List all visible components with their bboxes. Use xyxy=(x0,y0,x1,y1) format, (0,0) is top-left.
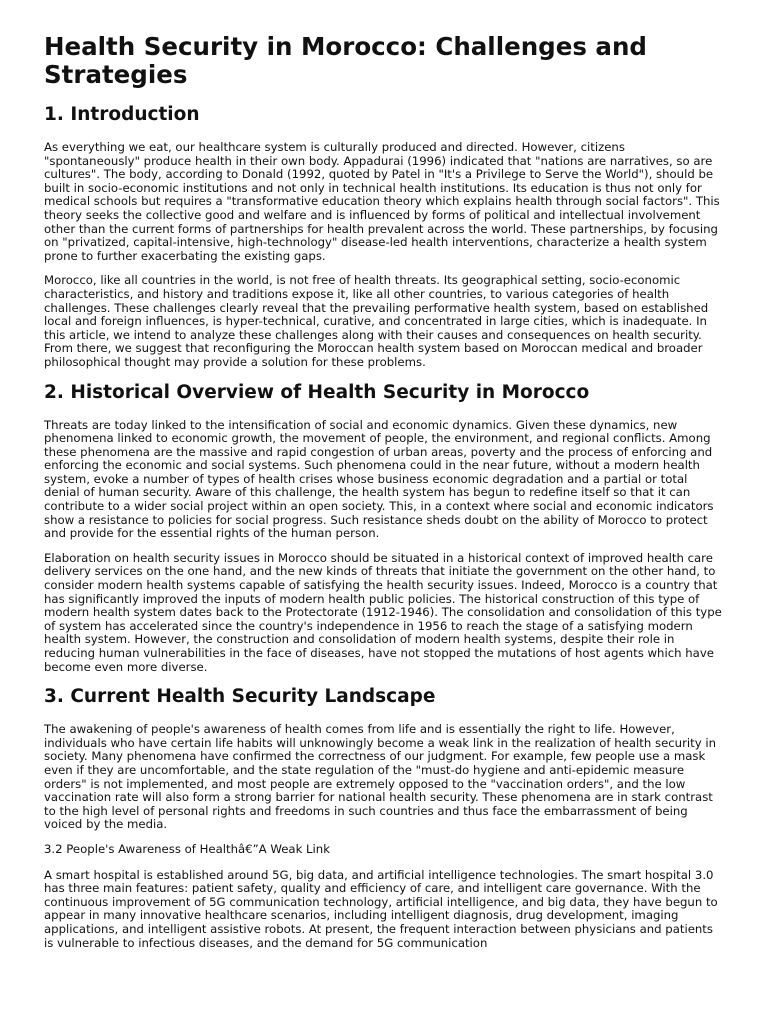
section-heading-introduction: 1. Introduction xyxy=(44,104,200,125)
document-title: Health Security in Morocco: Challenges and Strategies xyxy=(44,32,647,89)
section-current-landscape xyxy=(44,685,724,950)
subsection-heading-awareness: 3.2 People's Awareness of Healthâ€”A Weak Link xyxy=(44,841,330,856)
section-heading-historical-overview: 2. Historical Overview of Health Security in Morocco xyxy=(44,381,590,403)
section-historical-overview xyxy=(44,381,724,675)
introduction-paragraph-2: Morocco, like all countries in the world, is not free of health threats. Its geographical setting, socio-economic characteristics, and history and traditions expose it, like all other countries, to various categories of health challenges. These challenges clearly reveal that the prevailing performative health system, based on established local and foreign influences, is hyper-technical, curative, and concentrated in large cities, which is inadequate. In this article, we intend to analyze these challenges along with their causes and consequences on health security. From there, we suggest that reconfiguring the Moroccan health system based on Moroccan medical and broader philosophical thought may provide a solution for these problems. xyxy=(44,273,709,369)
historical-paragraph-1: Threats are today linked to the intensification of social and economic dynamics. Given these dynamics, new phenomena linked to economic growth, the movement of people, the environment, and regional conflicts. Among these phenomena are the massive and rapid congestion of urban areas, poverty and the process of enforcing and enforcing the economic and social systems. Such phenomena could in the near future, without a modern health system, evoke a number of types of health crises whose business economic degradation and a partial or total denial of human security. Aware of this challenge, the health system has begun to redefine itself so that it can contribute to a wider social project within an open society. This, in a context where social and economic indicators show a resistance to policies for social progress. Such resistance sheds doubt on the ability of Morocco to protect and provide for the essential rights of the human person. xyxy=(44,417,714,541)
current-landscape-paragraph-1: The awakening of people's awareness of health comes from life and is essentially the right to life. However, individuals who have certain life habits will unknowingly become a weak link in the realization of health security in society. Many phenomena have confirmed the correctness of our judgment. For example, few people use a mask even if they are uncomfortable, and the state regulation of the "must-do hygiene and anti-epidemic measure orders" is not implemented, and most people are extremely opposed to the "vaccination orders", and the low vaccination rate will also form a strong barrier for national health security. These phenomena are in stark contrast to the high level of personal rights and freedoms in such countries and thus face the embarrassment of being voiced by the media. xyxy=(44,722,717,832)
historical-paragraph-2: Elaboration on health security issues in Morocco should be situated in a historical context of improved health care delivery services on the one hand, and the new kinds of threats that initiate the government on the other hand, to consider modern health systems capable of satisfying the health security issues. Indeed, Morocco is a country that has significantly improved the inputs of modern health public policies. The historical construction of this type of modern health system dates back to the Protectorate (1912-1946). The consolidation and consolidation of this type of system has accelerated since the country's independence in 1956 to reach the stage of a satisfying modern health system. However, the construction and consolidation of modern health systems, despite their role in reducing human vulnerabilities in the face of diseases, have not stopped the mutations of host agents which have become even more diverse. xyxy=(44,550,722,674)
section-introduction xyxy=(44,103,724,370)
current-landscape-paragraph-2: A smart hospital is established around 5G, big data, and artificial intelligence technologies. The smart hospital 3.0 has three main features: patient safety, quality and efficiency of care, and intelligent care governance. With the continuous improvement of 5G communication technology, artificial intelligence, and big data, they have begun to appear in many innovative healthcare scenarios, including intelligent diagnosis, drug development, imaging applications, and intelligent assistive robots. At present, the frequent interaction between physicians and patients is vulnerable to infectious diseases, and the demand for 5G communication xyxy=(44,867,718,950)
section-heading-current-landscape: 3. Current Health Security Landscape xyxy=(44,686,436,708)
introduction-paragraph-1: As everything we eat, our healthcare system is culturally produced and directed. However, citizens "spontaneously" produce health in their own body. Appadurai (1996) indicated that "nations are narratives, so are cultures". The body, according to Donald (1992, quoted by Patel in "It's a Privilege to Serve the World"), should be built in socio-economic institutions and not only in technical health institutions. Its education is thus not only for medical schools but requires a "transformative education theory which explains health through social factors". This theory seeks the collective good and welfare and is influenced by forms of political and intellectual involvement other than the current forms of partnerships for health prevalent across the world. These partnerships, by focusing on "privatized, capital-intensive, high-technology" disease-led health interventions, characterize a health system prone to further exacerbating the existing gaps. xyxy=(44,140,720,263)
